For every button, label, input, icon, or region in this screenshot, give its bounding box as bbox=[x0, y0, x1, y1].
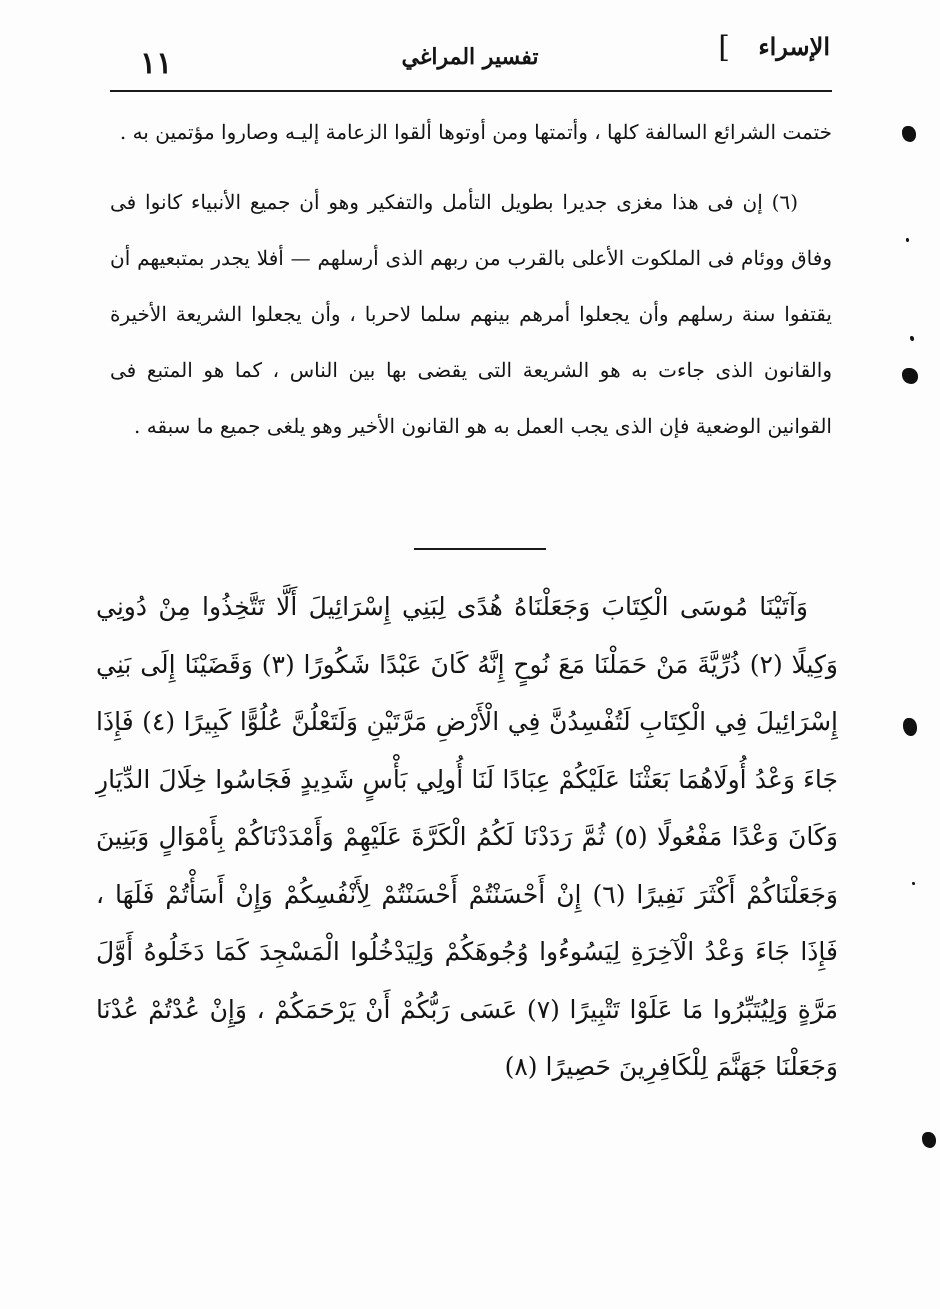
surah-name: الإسراء bbox=[758, 32, 830, 61]
margin-speck bbox=[902, 126, 916, 142]
margin-speck bbox=[922, 1132, 936, 1148]
book-title: تفسير المراغي bbox=[401, 44, 539, 70]
header-rule bbox=[110, 90, 832, 92]
margin-speck bbox=[910, 336, 914, 341]
header-bracket: ] bbox=[718, 30, 730, 65]
page-number: ١١ bbox=[140, 46, 173, 81]
commentary-point-6: (٦) إن فى هذا مغزى جديرا بطويل التأمل والتفكير وهو أن جميع الأنبياء كانوا فى وفاق ووئام فى الملكوت الأعلى بالقرب من ربهم الذى أرسلهم — أفلا يجدر بمتبعيهم أن يقتفوا سنة رسلهم وأن يجعلوا أمرهم بينهم سلما لاحربا ، وأن يجعلوا الشريعة الأخيرة والقانون الذى جاءت به هو الشريعة التى يقضى بها بين الناس ، كما هو المتبع فى القوانين الوضعية فإن الذى يجب العمل به هو القانون الأخير وهو يلغى جميع ما سبقه . bbox=[110, 190, 832, 438]
margin-speck bbox=[912, 882, 915, 885]
margin-speck bbox=[902, 368, 918, 384]
commentary-opening: ختمت الشرائع السالفة كلها ، وأتمتها ومن أوتوها ألقوا الزعامة إليـه وصاروا مؤتمين به . bbox=[119, 120, 832, 144]
commentary-block bbox=[110, 104, 832, 454]
margin-speck bbox=[906, 238, 909, 242]
section-divider bbox=[414, 548, 546, 550]
quran-verses-block bbox=[96, 578, 838, 1096]
running-header bbox=[110, 28, 830, 88]
quran-verses-text: وَآتَيْنَا مُوسَى الْكِتَابَ وَجَعَلْنَاهُ هُدًى لِبَنِي إِسْرَائِيلَ أَلَّا تَتَّخِذُوا مِنْ دُونِي وَكِيلًا (٢) ذُرِّيَّةَ مَنْ حَمَلْنَا مَعَ نُوحٍ إِنَّهُ كَانَ عَبْدًا شَكُورًا (٣) وَقَضَيْنَا إِلَى بَنِي إِسْرَائِيلَ فِي الْكِتَابِ لَتُفْسِدُنَّ فِي الْأَرْضِ مَرَّتَيْنِ وَلَتَعْلُنَّ عُلُوًّا كَبِيرًا (٤) فَإِذَا جَاءَ وَعْدُ أُولَاهُمَا بَعَثْنَا عَلَيْكُمْ عِبَادًا لَنَا أُولِي بَأْسٍ شَدِيدٍ فَجَاسُوا خِلَالَ الدِّيَارِ وَكَانَ وَعْدًا مَفْعُولًا (٥) ثُمَّ رَدَدْنَا لَكُمُ الْكَرَّةَ عَلَيْهِمْ وَأَمْدَدْنَاكُمْ بِأَمْوَالٍ وَبَنِينَ وَجَعَلْنَاكُمْ أَكْثَرَ نَفِيرًا (٦) إِنْ أَحْسَنْتُمْ أَحْسَنْتُمْ لِأَنْفُسِكُمْ وَإِنْ أَسَأْتُمْ فَلَهَا ، فَإِذَا جَاءَ وَعْدُ الْآخِرَةِ لِيَسُوءُوا وُجُوهَكُمْ وَلِيَدْخُلُوا الْمَسْجِدَ كَمَا دَخَلُوهُ أَوَّلَ مَرَّةٍ وَلِيُتَبِّرُوا مَا عَلَوْا تَتْبِيرًا (٧) عَسَى رَبُّكُمْ أَنْ يَرْحَمَكُمْ ، وَإِنْ عُدْتُمْ عُدْنَا وَجَعَلْنَا جَهَنَّمَ لِلْكَافِرِينَ حَصِيرًا (٨) bbox=[96, 592, 839, 1081]
margin-speck bbox=[903, 718, 917, 736]
